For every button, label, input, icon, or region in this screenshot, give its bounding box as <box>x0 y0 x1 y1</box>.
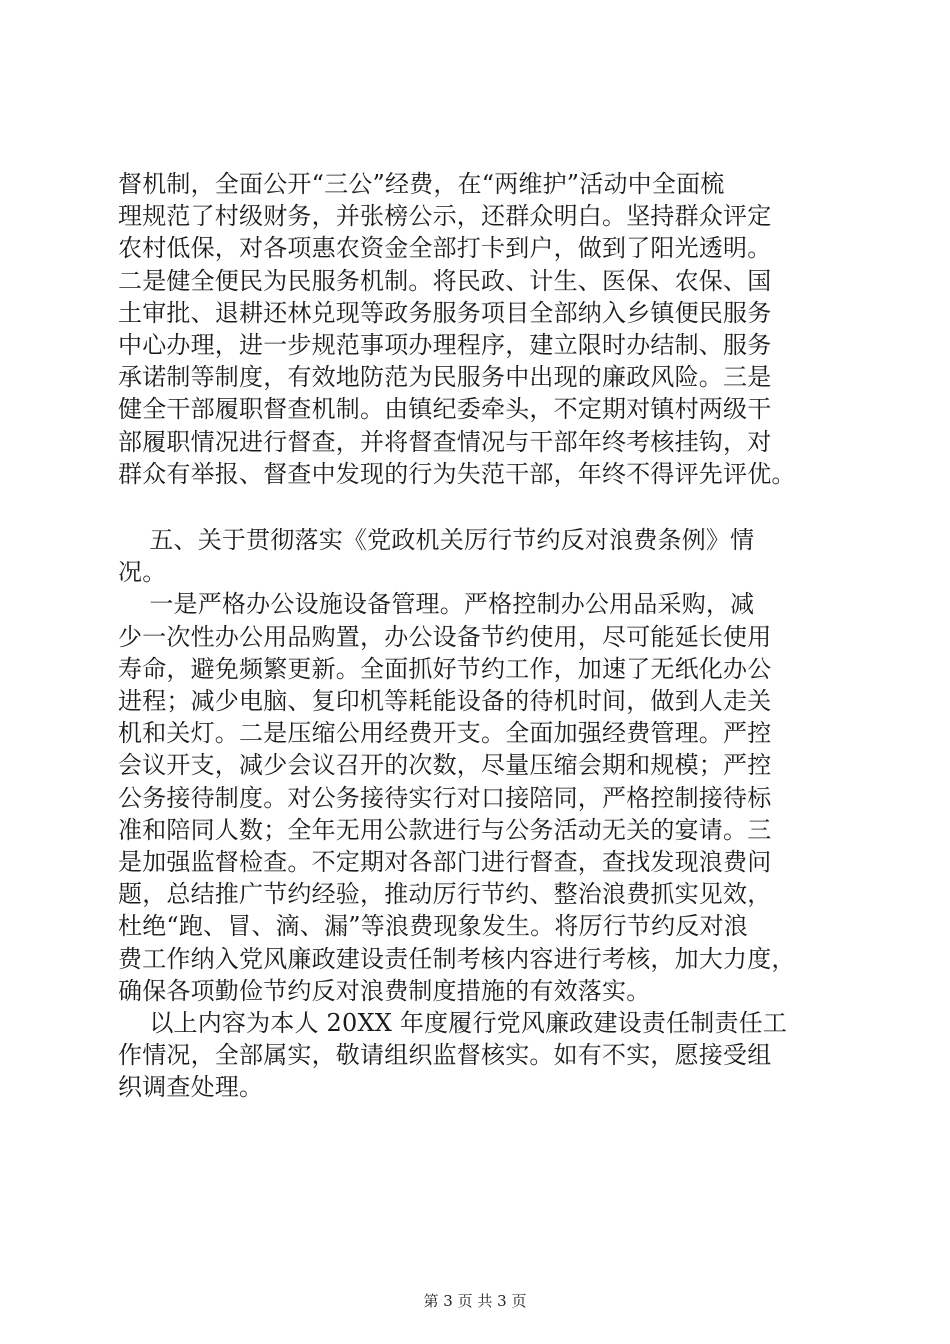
text-line: 机和关灯。二是压缩公用经费开支。全面加强经费管理。严控 <box>118 719 772 748</box>
text-line: 少一次性办公用品购置，办公设备节约使用，尽可能延长使用 <box>118 622 772 651</box>
text-line: 费工作纳入党风廉政建设责任制考核内容进行考核，加大力度， <box>118 944 796 973</box>
paragraph-1 <box>118 168 838 490</box>
text-line: 健全干部履职督查机制。由镇纪委牵头，不定期对镇村两级干 <box>118 395 772 424</box>
text-line: 承诺制等制度，有效地防范为民服务中出现的廉政风险。三是 <box>118 363 772 392</box>
text-line: 中心办理，进一步规范事项办理程序，建立限时办结制、服务 <box>118 331 772 360</box>
text-line: 织调查处理。 <box>118 1073 264 1102</box>
text-line: 群众有举报、督查中发现的行为失范干部，年终不得评先评优。 <box>118 459 796 488</box>
text-line: 确保各项勤俭节约反对浪费制度措施的有效落实。 <box>118 976 651 1005</box>
text-line: 公务接待制度。对公务接待实行对口接陪同，严格控制接待标 <box>118 783 772 812</box>
text-line: 二是健全便民为民服务机制。将民政、计生、医保、农保、国 <box>118 266 772 295</box>
heading-line: 况。 <box>118 558 167 587</box>
text-line: 理规范了村级财务，并张榜公示，还群众明白。坚持群众评定 <box>118 202 772 231</box>
text-line: 农村低保，对各项惠农资金全部打卡到户，做到了阳光透明。 <box>118 234 772 263</box>
paragraph-3 <box>118 1007 838 1104</box>
paragraph-2 <box>118 588 838 1007</box>
text-line: 以上内容为本人 20XX 年度履行党风廉政建设责任制责任工 <box>118 1009 788 1038</box>
text-line: 题，总结推广节约经验，推动厉行节约、整治浪费抓实见效， <box>118 880 772 909</box>
text-line: 是加强监督检查。不定期对各部门进行督查，查找发现浪费问 <box>118 848 772 877</box>
paragraph-spacer <box>118 490 838 524</box>
document-body <box>118 168 838 1104</box>
text-line: 一是严格办公设施设备管理。严格控制办公用品采购，减 <box>118 590 755 619</box>
text-line: 会议开支，减少会议召开的次数，尽量压缩会期和规模；严控 <box>118 751 772 780</box>
section-heading <box>118 524 838 588</box>
heading-line: 五、关于贯彻落实《党政机关厉行节约反对浪费条例》情 <box>118 526 755 555</box>
text-line: 杜绝“跑、冒、滴、漏”等浪费现象发生。将厉行节约反对浪 <box>118 912 748 941</box>
text-line: 寿命，避免频繁更新。全面抓好节约工作，加速了无纸化办公 <box>118 654 772 683</box>
text-line: 准和陪同人数；全年无用公款进行与公务活动无关的宴请。三 <box>118 815 772 844</box>
text-line: 作情况，全部属实，敬请组织监督核实。如有不实，愿接受组 <box>118 1041 772 1070</box>
text-line: 部履职情况进行督查，并将督查情况与干部年终考核挂钩，对 <box>118 427 772 456</box>
text-line: 督机制，全面公开“三公”经费，在“两维护”活动中全面梳 <box>118 170 725 198</box>
text-line: 土审批、退耕还林兑现等政务服务项目全部纳入乡镇便民服务 <box>118 298 772 327</box>
page-number-footer: 第 3 页 共 3 页 <box>423 1292 527 1310</box>
text-line: 进程；减少电脑、复印机等耗能设备的待机时间，做到人走关 <box>118 687 772 716</box>
